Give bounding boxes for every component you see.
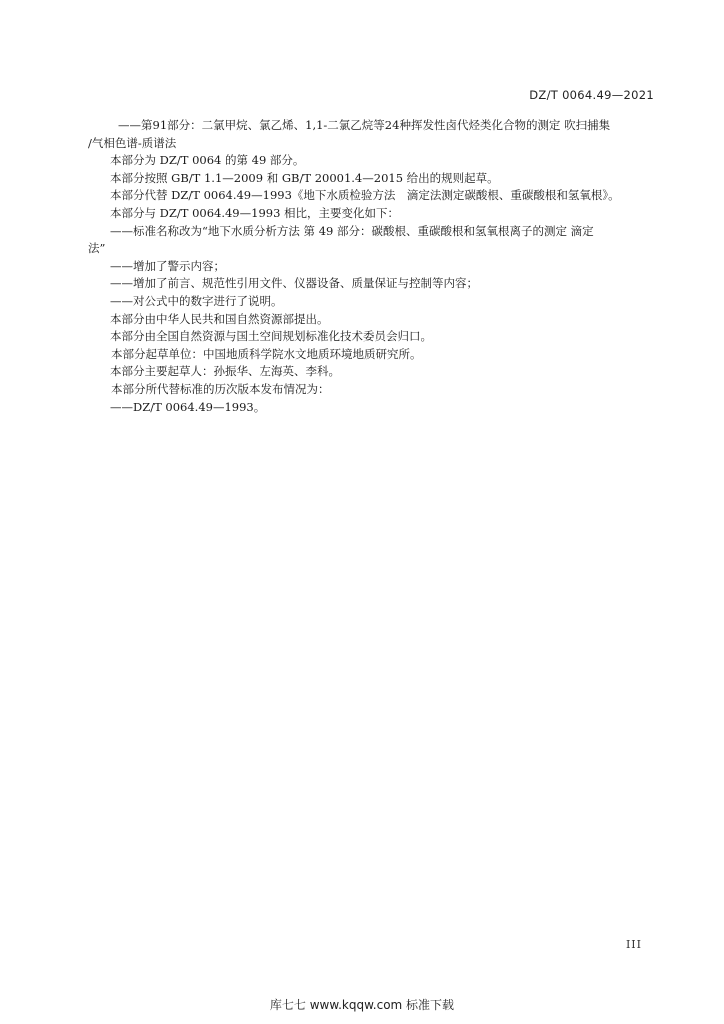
foreword-body xyxy=(88,117,658,416)
drafters-statement: 本部分主要起草人：孙振华、左海英、李科。 xyxy=(110,364,340,379)
proposed-by-statement: 本部分由中华人民共和国自然资源部提出。 xyxy=(110,311,329,326)
history-item: ——DZ/T 0064.49—1993。 xyxy=(110,399,266,414)
drafting-unit-statement: 本部分起草单位：中国地质科学院水文地质环境地质研究所。 xyxy=(111,346,422,361)
standard-code-header: DZ/T 0064.49—2021 xyxy=(529,88,654,102)
changes-intro: 本部分与 DZ/T 0064.49—1993 相比，主要变化如下： xyxy=(110,205,400,220)
history-intro: 本部分所代替标准的历次版本发布情况为： xyxy=(111,381,330,396)
part-91-line-continued: /气相色谱-质谱法 xyxy=(88,135,177,150)
change-item-title: ——标准名称改为“地下水质分析方法 第 49 部分：碳酸根、重碳酸根和氢氧根离子的测定 滴定 xyxy=(110,223,594,238)
change-item-formula: ——对公式中的数字进行了说明。 xyxy=(110,293,283,308)
change-item-warning: ——增加了警示内容； xyxy=(110,258,225,273)
part-91-line: ——第91部分：二氯甲烷、氯乙烯、1,1-二氯乙烷等24种挥发性卤代烃类化合物的测定 吹扫捕集 xyxy=(118,118,611,132)
change-item-sections: ——增加了前言、规范性引用文件、仪器设备、质量保证与控制等内容； xyxy=(110,276,478,291)
change-item-title-continued: 法” xyxy=(88,241,106,256)
drafting-rules-statement: 本部分按照 GB/T 1.1—2009 和 GB/T 20001.4—2015 给出的规则起草。 xyxy=(110,170,499,185)
watermark-footer: 库七七 www.kqqw.com 标准下载 xyxy=(269,998,455,1012)
replaces-statement: 本部分代替 DZ/T 0064.49—1993《地下水质检验方法 滴定法测定碳酸根、重碳酸根和氢氧根》。 xyxy=(110,188,620,203)
jurisdiction-statement: 本部分由全国自然资源与国土空间规划标准化技术委员会归口。 xyxy=(110,329,432,344)
page-number: III xyxy=(625,938,642,951)
part-of-statement: 本部分为 DZ/T 0064 的第 49 部分。 xyxy=(110,153,305,168)
